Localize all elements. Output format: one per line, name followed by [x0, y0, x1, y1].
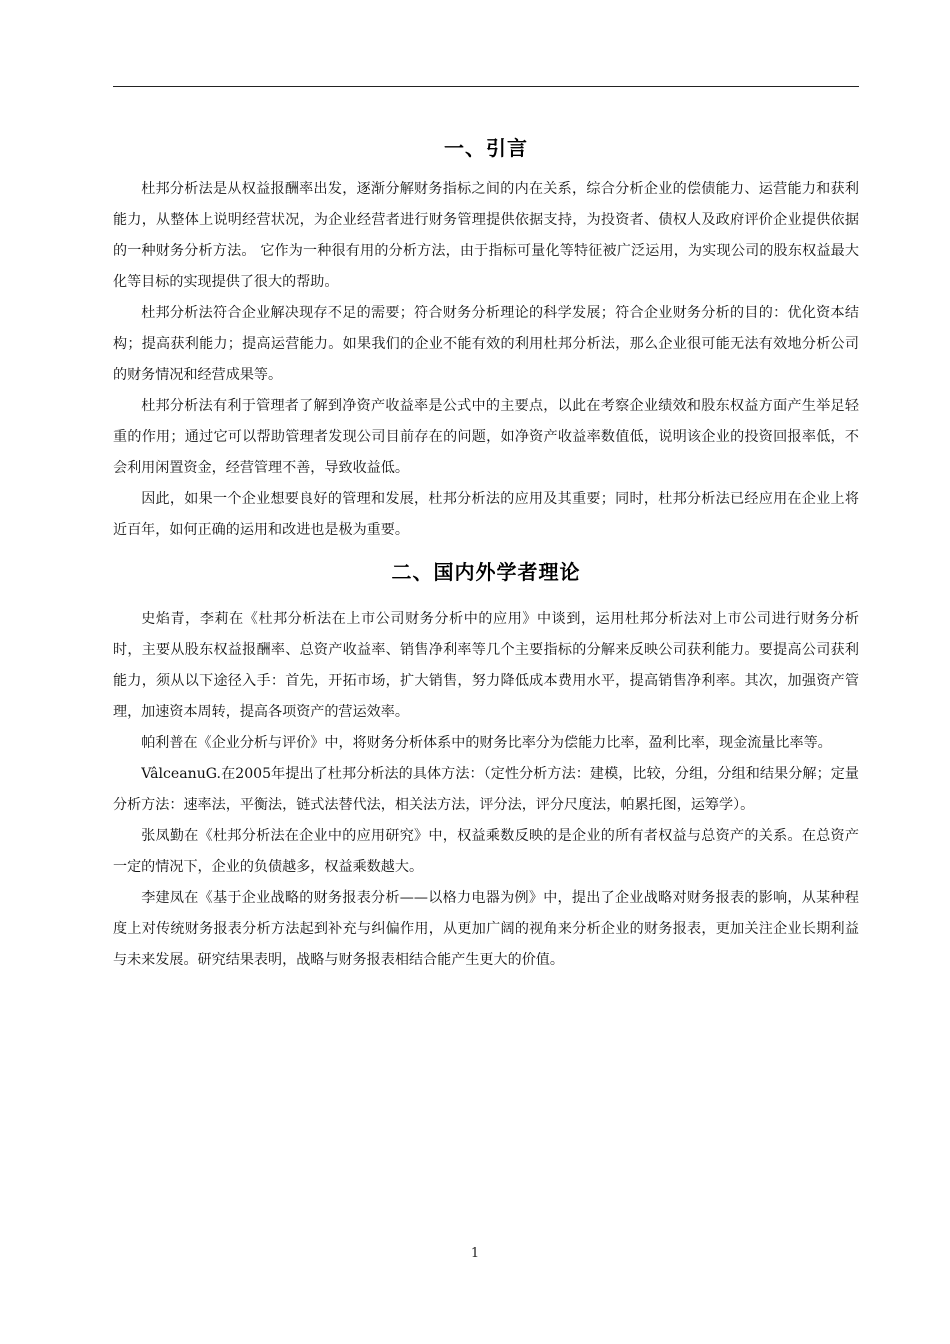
paragraph: 张凤勤在《杜邦分析法在企业中的应用研究》中，权益乘数反映的是企业的所有者权益与总资产的关系。在总资产一定的情况下，企业的负债越多，权益乘数越大。 [113, 828, 859, 875]
page-content [113, 128, 859, 976]
section-heading: 二、国内外学者理论 [391, 560, 581, 584]
section-heading: 一、引言 [444, 136, 528, 160]
paragraph: 杜邦分析法符合企业解决现存不足的需要；符合财务分析理论的科学发展；符合企业财务分析的目的：优化资本结构；提高获利能力；提高运营能力。如果我们的企业不能有效的利用杜邦分析法，那么企业很可能无法有效地分析公司的财务情况和经营成果等。 [113, 305, 859, 383]
section-introduction [113, 128, 859, 546]
paragraph: 杜邦分析法是从权益报酬率出发，逐渐分解财务指标之间的内在关系，综合分析企业的偿债能力、运营能力和获利能力，从整体上说明经营状况，为企业经营者进行财务管理提供依据支持，为投资者、债权人及政府评价企业提供依据的一种财务分析方法。 它作为一种很有用的分析方法，由于指标可量化等特征被广泛运用，为实现公司的股东权益最大化等目标的实现提供了很大的帮助。 [113, 181, 859, 290]
header-rule [113, 86, 859, 87]
paragraph: 李建凤在《基于企业战略的财务报表分析——以格力电器为例》中，提出了企业战略对财务报表的影响，从某种程度上对传统财务报表分析方法起到补充与纠偏作用，从更加广阔的视角来分析企业的财务报表，更加关注企业长期利益与未来发展。研究结果表明，战略与财务报表相结合能产生更大的价值。 [113, 890, 859, 968]
paragraph: 杜邦分析法有利于管理者了解到净资产收益率是公式中的主要点，以此在考察企业绩效和股东权益方面产生举足轻重的作用；通过它可以帮助管理者发现公司目前存在的问题，如净资产收益率数值低，说明该企业的投资回报率低，不会利用闲置资金，经营管理不善，导致收益低。 [113, 398, 859, 476]
page-number: 1 [470, 1246, 480, 1261]
paragraph: 史焰青，李莉在《杜邦分析法在上市公司财务分析中的应用》中谈到，运用杜邦分析法对上市公司进行财务分析时，主要从股东权益报酬率、总资产收益率、销售净利率等几个主要指标的分解来反映公司获利能力。要提高公司获利能力，须从以下途径入手：首先，开拓市场，扩大销售，努力降低成本费用水平，提高销售净利率。其次，加强资产管理，加速资本周转，提高各项资产的营运效率。 [113, 611, 859, 720]
section-literature-review [113, 552, 859, 976]
paragraph: 因此，如果一个企业想要良好的管理和发展，杜邦分析法的应用及其重要；同时，杜邦分析法已经应用在企业上将近百年，如何正确的运用和改进也是极为重要。 [113, 491, 859, 538]
paragraph: VâlceanuG.在2005年提出了杜邦分析法的具体方法：（定性分析方法：建模，比较，分组，分组和结果分解；定量分析方法：速率法，平衡法，链式法替代法，相关法方法，评分法，评分尺度法，帕累托图，运筹学）。 [113, 766, 859, 813]
paragraph: 帕利普在《企业分析与评价》中，将财务分析体系中的财务比率分为偿能力比率，盈利比率，现金流量比率等。 [141, 735, 832, 751]
